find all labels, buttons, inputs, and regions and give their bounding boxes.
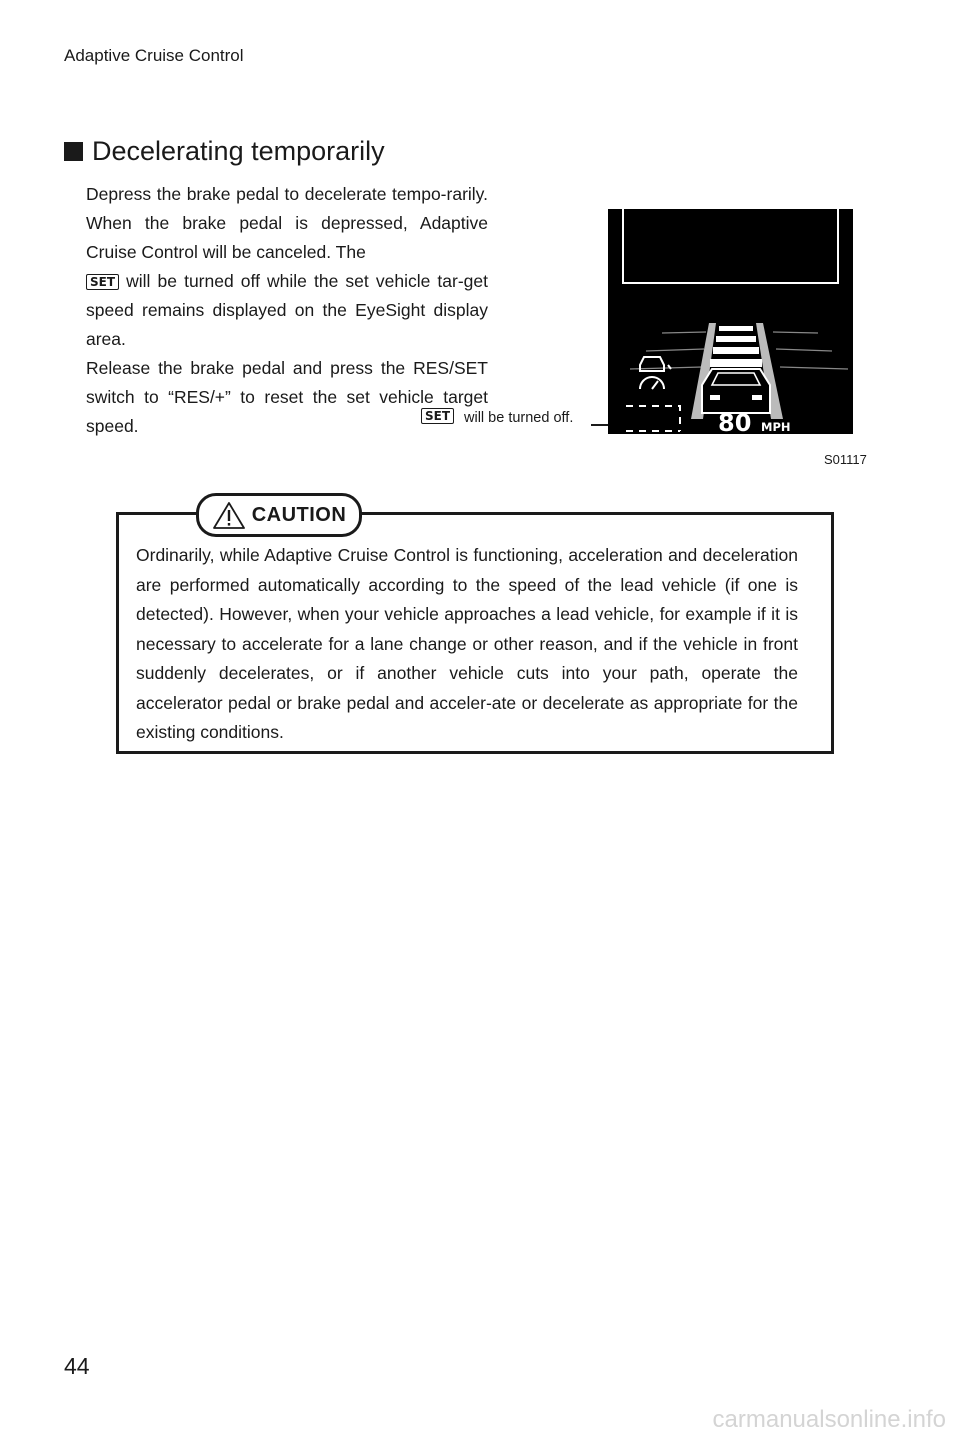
- callout-label: will be turned off.: [464, 410, 574, 426]
- warning-triangle-icon: [212, 500, 246, 530]
- speed-unit-label: MPH: [761, 420, 791, 434]
- body-text-part2: will be turned off while the set vehicle tar-get speed remains displayed on the EyeSight display area.: [86, 271, 488, 349]
- body-text-part3: Release the brake pedal and press the RES/SET switch to “RES/+” to reset the set vehicle target speed.: [86, 358, 488, 436]
- callout-set-icon: SET: [421, 408, 454, 424]
- section-title: [64, 134, 385, 168]
- figure-code: S01117: [824, 452, 867, 467]
- body-text-part1: Depress the brake pedal to decelerate tempo-rarily. When the brake pedal is depressed, Adaptive Cruise Control will be canceled. The: [86, 184, 488, 262]
- section-title-text: Decelerating temporarily: [92, 136, 385, 166]
- running-header: Adaptive Cruise Control: [64, 46, 244, 65]
- body-paragraph: [86, 180, 488, 441]
- watermark: carmanualsonline.info: [712, 1406, 946, 1433]
- page-number: 44: [64, 1353, 90, 1379]
- caution-tab: [196, 493, 362, 537]
- square-bullet-icon: [64, 142, 83, 161]
- eyesight-display-figure: [608, 209, 853, 434]
- caution-text: Ordinarily, while Adaptive Cruise Control is functioning, acceleration and deceleration are performed automatically according to the speed of the lead vehicle (if one is detected). However, when your vehicle approaches a lead vehicle, for example if it is necessary to accelerate for a lane change or other reason, and if the vehicle in front suddenly decelerates, or if another vehicle cuts into your path, operate the accelerator pedal or brake pedal and acceler-ate or decelerate as appropriate for the existing conditions.: [136, 545, 798, 742]
- set-speed-value: 80: [718, 409, 752, 434]
- caution-label: CAUTION: [251, 503, 347, 526]
- set-indicator-icon: SET: [86, 274, 119, 290]
- own-car-icon: [702, 369, 770, 413]
